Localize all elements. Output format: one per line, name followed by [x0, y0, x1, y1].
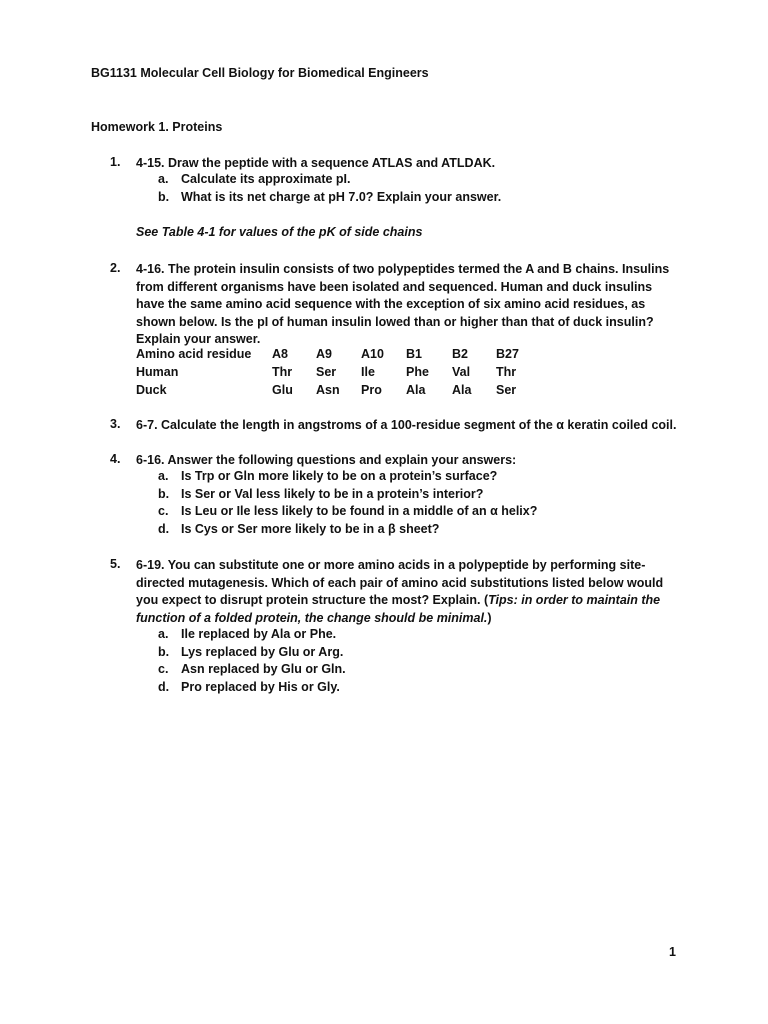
question-body: You can substitute one or more amino acids in a polypeptide by performing site-directed mutagenesis. Which of each pair of amino acid substitutions listed below would you expect to disrupt protein structure the most? Explain. (: [136, 558, 664, 607]
subitem-label: d.: [158, 680, 170, 694]
question-body: Draw the peptide with a sequence ATLAS and ATLDAK.: [167, 156, 496, 170]
question-body: Calculate the length in angstroms of a 100-residue segment of the α keratin coiled coil.: [161, 418, 677, 432]
subitem-text: What is its net charge at pH 7.0? Explain your answer.: [181, 190, 502, 204]
homework-title: Homework 1. Proteins: [91, 120, 223, 134]
question-body: The protein insulin consists of two polypeptides termed the A and B chains. Insulins from different organisms have been isolated and sequenced. Human and duck insulins have the same amino acid sequence with the exception of six amino acid residues, as shown below. Is the pI of human insulin lowed than or higher than that of duck insulin? Explain your answer.: [136, 262, 670, 346]
table-cell: Ala: [452, 383, 472, 397]
question-number: 2.: [110, 261, 121, 275]
question-code: 6-16.: [136, 453, 165, 467]
table-cell: Duck: [136, 383, 167, 397]
question-body: Answer the following questions and explain your answers:: [167, 453, 517, 467]
subitem-label: a.: [158, 469, 169, 483]
subitem-text: Is Leu or Ile less likely to be found in a middle of an α helix?: [181, 504, 538, 518]
subitem-text: Is Ser or Val less likely to be in a protein’s interior?: [181, 487, 484, 501]
question-code: 4-16.: [136, 262, 165, 276]
table-reference-note: See Table 4-1 for values of the pK of side chains: [136, 225, 423, 239]
subitem-label: c.: [158, 662, 169, 676]
question-text: [136, 261, 680, 349]
table-header-cell: B2: [452, 347, 468, 361]
subitem-label: b.: [158, 487, 170, 501]
table-cell: Ser: [496, 383, 517, 397]
question-tip-close: ): [487, 610, 492, 625]
subitem-text: Calculate its approximate pI.: [181, 172, 351, 186]
table-header-cell: B27: [496, 347, 519, 361]
subitem-text: Asn replaced by Glu or Gln.: [181, 662, 346, 676]
subitem-text: Ile replaced by Ala or Phe.: [181, 627, 337, 641]
question-text: [136, 155, 680, 173]
subitem-label: b.: [158, 190, 170, 204]
table-cell: Human: [136, 365, 179, 379]
table-header-cell: A8: [272, 347, 288, 361]
table-cell: Ser: [316, 365, 337, 379]
subitem-label: d.: [158, 522, 170, 536]
table-cell: Phe: [406, 365, 429, 379]
table-cell: Ile: [361, 365, 375, 379]
question-text: [136, 557, 680, 627]
table-header-cell: A10: [361, 347, 384, 361]
subitem-text: Is Cys or Ser more likely to be in a β sheet?: [181, 522, 440, 536]
question-number: 3.: [110, 417, 121, 431]
question-code: 6-7.: [136, 418, 158, 432]
document-title: BG1131 Molecular Cell Biology for Biomedical Engineers: [91, 66, 429, 80]
question-tip: Tips: in order to maintain the function of a folded protein, the change should be minimal.: [136, 593, 661, 625]
question-text: [136, 417, 680, 435]
subitem-text: Pro replaced by His or Gly.: [181, 680, 340, 694]
question-number: 5.: [110, 557, 121, 571]
table-cell: Glu: [272, 383, 293, 397]
table-header-cell: A9: [316, 347, 332, 361]
table-cell: Pro: [361, 383, 382, 397]
question-code: 4-15.: [136, 156, 165, 170]
page-number: 1: [669, 945, 676, 959]
table-cell: Thr: [496, 365, 517, 379]
subitem-label: a.: [158, 172, 169, 186]
subitem-label: c.: [158, 504, 169, 518]
subitem-label: b.: [158, 645, 170, 659]
table-header-cell: B1: [406, 347, 422, 361]
table-cell: Asn: [316, 383, 340, 397]
subitem-label: a.: [158, 627, 169, 641]
subitem-text: Lys replaced by Glu or Arg.: [181, 645, 344, 659]
table-cell: Thr: [272, 365, 293, 379]
question-text: [136, 452, 680, 470]
subitem-text: Is Trp or Gln more likely to be on a protein’s surface?: [181, 469, 498, 483]
table-cell: Val: [452, 365, 471, 379]
question-number: 1.: [110, 155, 121, 169]
question-number: 4.: [110, 452, 121, 466]
question-code: 6-19.: [136, 558, 165, 572]
table-cell: Ala: [406, 383, 426, 397]
table-header-cell: Amino acid residue: [136, 347, 252, 361]
